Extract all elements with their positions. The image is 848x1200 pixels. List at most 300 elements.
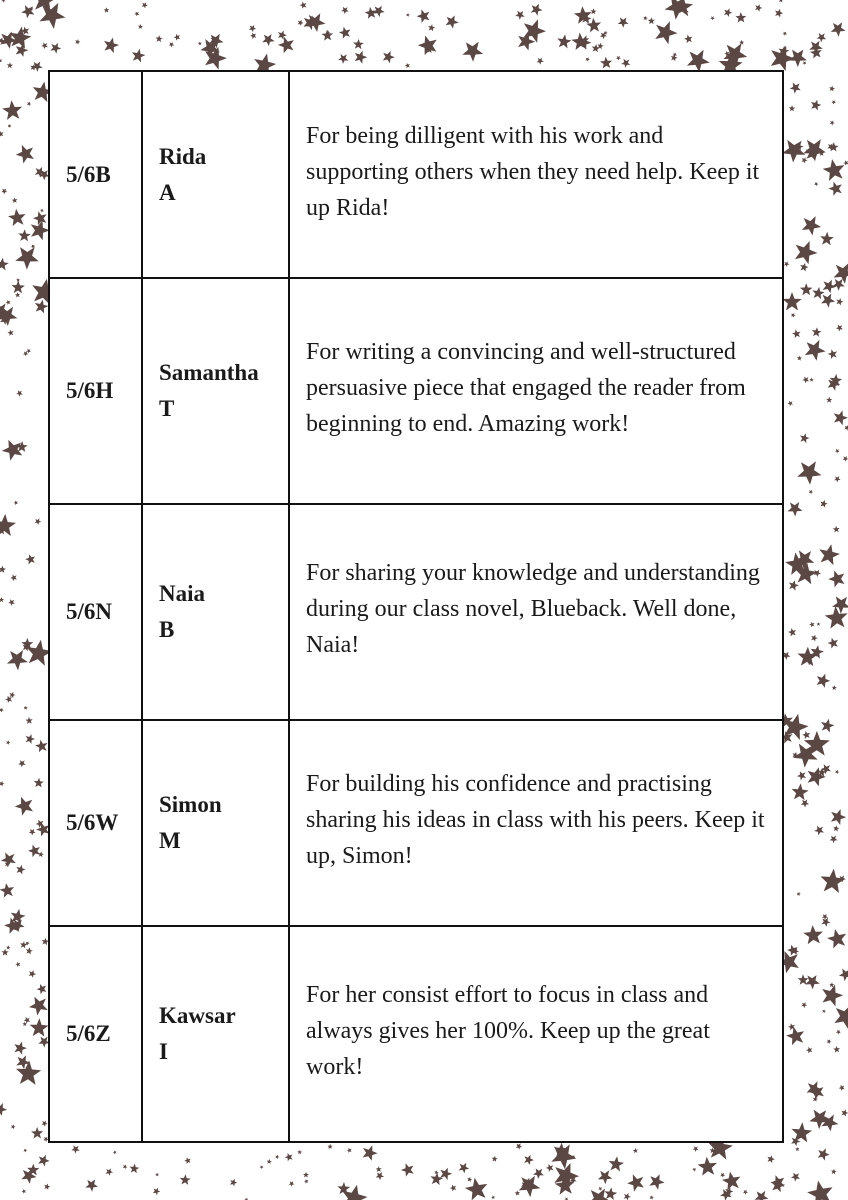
- star-icon: [25, 717, 32, 724]
- star-icon: [809, 378, 813, 382]
- star-icon: [830, 120, 835, 125]
- star-icon: [797, 461, 821, 485]
- star-icon: [814, 182, 818, 186]
- student-first-name: Samantha: [159, 360, 259, 385]
- star-icon: [586, 18, 601, 33]
- star-icon: [31, 220, 50, 240]
- star-icon: [546, 1164, 554, 1172]
- star-icon: [0, 597, 4, 602]
- table-row: [50, 926, 782, 1141]
- table-row: [50, 72, 782, 278]
- star-icon: [260, 1165, 264, 1169]
- star-icon: [12, 198, 18, 204]
- star-icon: [802, 61, 806, 65]
- star-icon: [812, 327, 822, 337]
- star-icon: [800, 263, 808, 272]
- awards-table: [50, 72, 782, 1141]
- star-icon: [835, 449, 840, 454]
- star-icon: [822, 985, 843, 1007]
- star-icon: [16, 865, 25, 875]
- star-icon: [775, 9, 783, 18]
- star-icon: [809, 490, 813, 495]
- star-icon: [790, 83, 801, 94]
- star-icon: [249, 25, 256, 32]
- star-icon: [831, 22, 846, 37]
- student-name-cell: [142, 72, 289, 278]
- star-icon: [834, 1005, 848, 1029]
- star-icon: [1, 852, 16, 867]
- star-icon: [795, 241, 818, 264]
- star-icon: [138, 24, 143, 29]
- star-icon: [833, 825, 839, 831]
- star-icon: [755, 4, 762, 12]
- star-icon: [767, 1155, 775, 1163]
- star-icon: [783, 32, 788, 36]
- star-icon: [134, 12, 139, 17]
- star-icon: [692, 1168, 696, 1172]
- star-icon: [198, 41, 202, 45]
- star-icon: [832, 685, 837, 690]
- star-icon: [823, 280, 837, 294]
- star-icon: [285, 1153, 293, 1161]
- star-icon: [782, 292, 801, 310]
- star-icon: [7, 330, 13, 336]
- star-icon: [792, 329, 801, 338]
- star-icon: [156, 35, 163, 42]
- star-icon: [836, 1030, 841, 1035]
- star-icon: [7, 62, 13, 68]
- star-icon: [827, 929, 846, 949]
- star-icon: [797, 356, 802, 361]
- star-icon: [44, 1184, 50, 1190]
- star-icon: [831, 1169, 837, 1175]
- star-icon: [616, 56, 621, 61]
- star-icon: [621, 59, 630, 68]
- star-icon: [6, 740, 10, 745]
- star-icon: [649, 1174, 664, 1190]
- star-icon: [0, 131, 4, 138]
- star-icon: [515, 11, 525, 20]
- star-icon: [491, 1195, 495, 1199]
- class-cell: 5/6H: [50, 278, 142, 504]
- star-icon: [21, 5, 34, 18]
- star-icon: [1, 949, 8, 956]
- star-icon: [450, 1185, 457, 1192]
- star-icon: [180, 1174, 191, 1185]
- star-icon: [0, 58, 2, 63]
- star-icon: [839, 1085, 845, 1091]
- star-icon: [844, 425, 848, 431]
- star-icon: [418, 36, 437, 56]
- star-icon: [14, 1042, 27, 1055]
- star-icon: [174, 34, 180, 41]
- star-icon: [778, 0, 783, 3]
- star-icon: [789, 580, 799, 590]
- star-icon: [262, 34, 274, 46]
- star-icon: [828, 349, 837, 359]
- star-icon: [829, 86, 835, 92]
- star-icon: [819, 544, 840, 565]
- star-icon: [10, 574, 17, 581]
- star-icon: [85, 1179, 98, 1191]
- star-icon: [30, 1018, 49, 1036]
- star-icon: [169, 42, 175, 47]
- star-icon: [435, 1170, 439, 1174]
- student-initial: A: [159, 179, 176, 205]
- star-icon: [106, 1168, 114, 1176]
- star-icon: [817, 622, 821, 626]
- table-row: [50, 504, 782, 720]
- star-icon: [827, 1039, 832, 1044]
- star-icon: [739, 40, 744, 45]
- star-icon: [598, 1170, 612, 1184]
- star-icon: [802, 377, 809, 384]
- star-icon: [428, 24, 435, 31]
- star-icon: [524, 1155, 534, 1165]
- star-icon: [805, 340, 826, 361]
- star-icon: [7, 650, 28, 670]
- star-icon: [376, 1166, 382, 1172]
- star-icon: [1, 189, 7, 195]
- star-icon: [16, 390, 23, 396]
- star-icon: [25, 554, 35, 564]
- star-icon: [18, 229, 30, 241]
- star-icon: [821, 918, 830, 927]
- star-icon: [627, 1174, 644, 1191]
- star-icon: [113, 1150, 117, 1154]
- star-icon: [278, 30, 287, 39]
- star-icon: [29, 970, 36, 978]
- star-icon: [655, 21, 677, 44]
- star-icon: [557, 34, 571, 48]
- star-icon: [842, 1109, 848, 1116]
- star-icon: [338, 54, 348, 64]
- class-cell: 5/6Z: [50, 926, 142, 1141]
- award-message: For being dilligent with his work and supporting others when they need help. Keep it up Rida!: [289, 72, 782, 278]
- star-icon: [771, 1178, 785, 1192]
- star-icon: [533, 1168, 544, 1179]
- star-icon: [15, 962, 20, 967]
- class-cell: 5/6W: [50, 720, 142, 926]
- student-first-name: Rida: [159, 143, 207, 169]
- star-icon: [492, 1156, 498, 1162]
- star-icon: [104, 38, 119, 54]
- star-icon: [123, 1165, 128, 1170]
- star-icon: [585, 57, 590, 62]
- star-icon: [807, 1181, 833, 1200]
- star-icon: [0, 883, 14, 898]
- star-icon: [430, 1173, 443, 1186]
- star-icon: [24, 706, 28, 710]
- star-icon: [818, 1148, 830, 1160]
- star-icon: [37, 984, 47, 994]
- star-icon: [401, 1163, 414, 1176]
- star-icon: [462, 42, 483, 62]
- star-icon: [828, 638, 838, 649]
- star-icon: [834, 410, 848, 425]
- student-name-cell: [142, 278, 289, 504]
- star-icon: [339, 27, 351, 39]
- star-icon: [755, 1191, 769, 1200]
- star-icon: [15, 292, 20, 297]
- student-initial: T: [159, 396, 175, 421]
- star-icon: [784, 261, 790, 267]
- star-icon: [710, 16, 714, 20]
- star-icon: [821, 719, 834, 733]
- star-icon: [0, 258, 9, 271]
- star-icon: [836, 325, 843, 332]
- student-initial: M: [159, 828, 181, 853]
- star-icon: [40, 3, 66, 29]
- star-icon: [41, 42, 48, 49]
- star-icon: [834, 476, 840, 482]
- star-icon: [16, 145, 34, 164]
- star-icon: [821, 294, 835, 308]
- star-icon: [828, 571, 844, 588]
- star-icon: [33, 211, 47, 225]
- star-icon: [303, 1172, 309, 1178]
- star-icon: [802, 731, 810, 739]
- star-icon: [836, 298, 843, 305]
- star-icon: [633, 1148, 638, 1153]
- star-icon: [797, 892, 801, 896]
- star-icon: [297, 1150, 302, 1155]
- class-cell: 5/6B: [50, 72, 142, 278]
- star-icon: [15, 247, 39, 270]
- star-icon: [822, 1009, 826, 1013]
- table-row: [50, 278, 782, 504]
- star-icon: [624, 1193, 631, 1200]
- student-name-cell: [142, 926, 289, 1141]
- star-icon: [341, 7, 349, 14]
- star-icon: [29, 829, 36, 836]
- star-icon: [814, 826, 824, 836]
- star-icon: [795, 1147, 799, 1151]
- star-icon: [142, 2, 148, 8]
- star-icon: [735, 12, 746, 23]
- star-icon: [353, 39, 364, 49]
- star-icon: [406, 13, 410, 17]
- star-icon: [275, 1155, 279, 1159]
- star-icon: [40, 209, 44, 213]
- student-name-cell: [142, 720, 289, 926]
- star-icon: [648, 17, 655, 24]
- star-icon: [347, 1148, 352, 1153]
- star-icon: [743, 1190, 748, 1195]
- star-icon: [300, 2, 307, 9]
- star-icon: [600, 57, 612, 69]
- star-icon: [588, 1189, 611, 1200]
- star-icon: [831, 100, 836, 104]
- star-icon: [459, 1163, 470, 1174]
- star-icon: [29, 997, 48, 1016]
- star-icon: [835, 770, 839, 774]
- star-icon: [15, 797, 33, 816]
- star-icon: [516, 1143, 523, 1150]
- star-icon: [792, 783, 809, 800]
- star-icon: [267, 1159, 272, 1164]
- star-icon: [833, 1046, 840, 1053]
- award-message: For writing a convincing and well-structured persuasive piece that engaged the reader from beginning to end. Amazing work!: [289, 278, 782, 504]
- star-icon: [684, 35, 692, 44]
- star-icon: [693, 1146, 699, 1152]
- student-first-name: Naia: [159, 581, 205, 606]
- star-icon: [376, 1172, 384, 1180]
- star-icon: [5, 696, 12, 703]
- star-icon: [820, 500, 827, 508]
- star-icon: [800, 433, 810, 443]
- star-icon: [11, 1124, 16, 1129]
- star-icon: [649, 1195, 654, 1199]
- star-icon: [8, 124, 12, 128]
- star-icon: [75, 39, 80, 45]
- student-name-cell: [142, 504, 289, 720]
- star-icon: [28, 845, 40, 858]
- star-icon: [6, 945, 10, 949]
- star-icon: [322, 30, 334, 41]
- star-icon: [355, 51, 368, 64]
- star-icon: [23, 351, 28, 356]
- star-icon: [802, 216, 821, 235]
- star-icon: [35, 740, 48, 753]
- star-icon: [806, 1047, 812, 1054]
- star-icon: [22, 1189, 27, 1194]
- star-icon: [802, 157, 808, 163]
- star-icon: [800, 283, 813, 295]
- star-icon: [104, 7, 110, 12]
- star-icon: [618, 18, 629, 28]
- star-icon: [609, 1156, 624, 1171]
- star-icon: [1, 0, 5, 3]
- star-icon: [184, 1157, 190, 1164]
- star-icon: [467, 1177, 472, 1182]
- star-icon: [817, 33, 827, 42]
- star-icon: [132, 49, 146, 63]
- star-icon: [782, 140, 805, 163]
- star-icon: [828, 182, 842, 196]
- star-icon: [0, 566, 6, 573]
- star-icon: [0, 1103, 7, 1116]
- star-icon: [155, 1173, 159, 1177]
- star-icon: [383, 51, 395, 63]
- student-first-name: Simon: [159, 792, 222, 817]
- star-icon: [821, 869, 846, 893]
- star-icon: [791, 313, 796, 318]
- star-icon: [812, 287, 824, 299]
- star-icon: [805, 975, 820, 989]
- award-message: For sharing your knowledge and understanding during our class novel, Blueback. Well done, Naia!: [289, 504, 782, 720]
- award-message: For building his confidence and practising sharing his ideas in class with his peers. Keep it up, Simon!: [289, 720, 782, 926]
- star-icon: [2, 100, 22, 120]
- star-icon: [786, 1027, 804, 1046]
- star-icon: [363, 1145, 378, 1160]
- star-icon: [298, 20, 304, 26]
- star-icon: [826, 397, 832, 403]
- star-icon: [787, 502, 802, 517]
- star-icon: [817, 674, 831, 688]
- star-icon: [839, 969, 848, 982]
- star-icon: [8, 599, 15, 606]
- star-icon: [50, 43, 61, 54]
- star-icon: [405, 63, 410, 68]
- star-icon: [698, 1157, 718, 1176]
- star-icon: [843, 160, 848, 165]
- star-icon: [16, 278, 20, 282]
- star-icon: [724, 8, 733, 17]
- star-icon: [27, 102, 32, 107]
- star-icon: [34, 778, 44, 788]
- star-icon: [153, 1188, 161, 1196]
- star-icon: [446, 15, 459, 28]
- star-icon: [304, 1179, 309, 1184]
- star-icon: [801, 800, 809, 808]
- star-icon: [843, 456, 848, 462]
- star-icon: [833, 526, 840, 533]
- star-icon: [823, 159, 845, 181]
- star-icon: [515, 1190, 520, 1195]
- award-message: For her consist effort to focus in class and always gives her 100%. Keep up the great work!: [289, 926, 782, 1141]
- star-icon: [788, 401, 794, 407]
- star-icon: [590, 8, 596, 14]
- star-icon: [801, 1002, 807, 1008]
- class-cell: 5/6N: [50, 504, 142, 720]
- star-icon: [417, 9, 430, 23]
- star-icon: [831, 809, 846, 825]
- star-icon: [791, 1173, 800, 1182]
- star-icon: [0, 708, 4, 713]
- student-first-name: Kawsar: [159, 1003, 236, 1028]
- star-icon: [789, 105, 795, 111]
- student-initial: I: [159, 1039, 168, 1064]
- star-icon: [788, 628, 796, 637]
- star-icon: [35, 518, 42, 525]
- star-icon: [42, 1121, 48, 1127]
- star-icon: [643, 16, 648, 21]
- star-icon: [250, 33, 256, 40]
- star-icon: [31, 244, 36, 248]
- star-icon: [8, 209, 26, 226]
- star-icon: [537, 58, 544, 65]
- star-icon: [0, 781, 5, 787]
- star-icon: [803, 925, 823, 944]
- star-icon: [605, 1187, 618, 1200]
- star-icon: [720, 1173, 725, 1178]
- star-icon: [6, 300, 11, 305]
- star-icon: [327, 1144, 332, 1149]
- star-icon: [130, 1164, 140, 1174]
- star-icon: [598, 1187, 602, 1191]
- star-icon: [230, 1179, 237, 1187]
- star-icon: [289, 1181, 295, 1186]
- star-icon: [71, 1145, 80, 1153]
- star-icon: [9, 692, 15, 698]
- star-icon: [31, 1127, 43, 1139]
- star-icon: [825, 606, 848, 629]
- awards-sheet: [48, 70, 784, 1143]
- star-icon: [12, 281, 25, 294]
- student-initial: B: [159, 617, 175, 642]
- star-icon: [722, 1172, 741, 1191]
- star-icon: [26, 734, 35, 744]
- star-icon: [26, 947, 33, 954]
- star-icon: [809, 622, 815, 628]
- star-icon: [531, 4, 543, 16]
- star-icon: [14, 501, 18, 506]
- star-icon: [465, 1178, 488, 1200]
- star-icon: [687, 50, 710, 73]
- star-icon: [811, 635, 818, 642]
- star-icon: [278, 37, 294, 54]
